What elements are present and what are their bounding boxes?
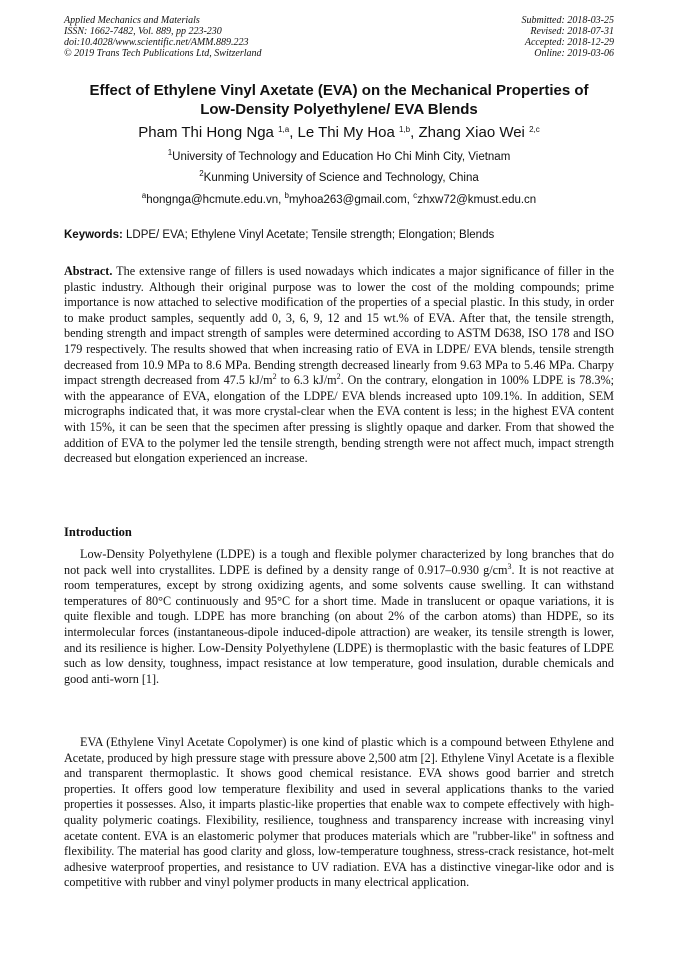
author-superscript: 1,a [278, 125, 290, 134]
keywords-line [64, 228, 624, 242]
author-superscript: 1,b [398, 125, 411, 134]
affiliation-1 [40, 150, 638, 164]
email-superscript: c [413, 191, 418, 200]
affiliation-superscript: 2 [199, 169, 204, 178]
introduction-heading: Introduction [64, 525, 132, 539]
paragraph-text: Low-Density Polyethylene (LDPE) is a tough and flexible polymer characterized by long branches that do not pack well into crystallites. LDPE is defined by a density range of 0.917–0.930 g/cm [64, 547, 614, 577]
author-name: Le Thi My Hoa [297, 124, 395, 141]
abstract [64, 264, 614, 467]
title-line-1: Effect of Ethylene Vinyl Axetate (EVA) on the Mechanical Properties of [89, 82, 589, 99]
dates-info [522, 15, 615, 59]
accepted-date: Accepted: 2018-12-29 [524, 37, 614, 48]
abstract-text: The extensive range of fillers is used nowadays which indicates a major significance of filler in the plastic industry. Although their original purpose was to lower the cost of the molding compounds; prime importance is now attached to selective modification of the properties of a special plastic. In this study, in order to make product samples, sequently add 0, 3, 6, 9, 12 and 15 wt.% of EVA. After that, the tensile strength, bending strength and impact strength of samples were determined according to ASTM D638, ISO 178 and ISO 179 respectively. The results showed that when increasing ratio of EVA in LDPE/ EVA blends, tensile strength decreased from 10.9 MPa to 8.6 MPa. Bending strength decreased linearly from 9.63 MPa to 5.46 MPa. Charpy impact strength decreased from 47.5 kJ/m [64, 264, 614, 388]
author-list: Pham Thi Hong Nga $^{1,a}$, Le Thi My Hoa $^{1,b}$, Zhang Xiao Wei $^{2,c}$ [138, 124, 540, 141]
keywords-label: Keywords: [64, 229, 123, 241]
submitted-date: Submitted: 2018-03-25 [521, 15, 614, 26]
email-address[interactable]: zhxw72@kmust.edu.cn [417, 194, 537, 206]
email-address[interactable]: myhoa263@gmail.com, [288, 194, 414, 206]
paragraph-superscript: 3 [507, 561, 512, 571]
email-superscript: b [284, 191, 289, 200]
paper-title [40, 81, 638, 119]
affiliation-text: Kunming University of Science and Technology, China [203, 172, 479, 184]
author-superscript: 2,c [529, 125, 540, 134]
doi-line[interactable]: doi:10.4028/www.scientific.net/AMM.889.223 [64, 37, 249, 48]
abstract-text: . On the contrary, elongation in 100% LDPE is 78.3%; with the appearance of EVA, elongation of the LDPE/ EVA blends increased upto 109.1%. In addition, SEM micrographs indicated that, it was more crystal-clear when the EVA content is less; in the highest EVA content with 15%, it can be seen that the specimen after pressing is slightly opaque and darker. From that showed the addition of EVA to the polymer led the tensile strength, bending strength were not affect much, impact strength decreased but elongation experienced an increase. [64, 373, 614, 466]
paragraph-text: . It is not reactive at room temperatures, except by strong oxidizing agents, and some solvents cause swelling. It can withstand temperatures of 80°C continuously and 95°C for a short time. Made in translucent or opaque variations, it is quite flexible and tough. LDPE has more branching (on about 2% of the carbon atoms) than HDPE, so its intermolecular forces (instantaneous-dipole induced-dipole attraction) are weaker, its tensile strength is lower, and its resilience is higher. Low-Density Polyethylene (LDPE) is thermoplastic with the basic features of LDPE such as low density, toughness, impact resistance at low temperature, good insulation, durable chemicals and good anti-worn [1]. [64, 562, 614, 686]
affiliation-superscript: 1 [167, 148, 173, 157]
journal-name: Applied Mechanics and Materials [64, 15, 200, 26]
introduction-paragraph-2: EVA (Ethylene Vinyl Acetate Copolymer) is one kind of plastic which is a compound between Ethylene and Acetate, produced by high pressure stage with pressure above 2,500 atm [2]. Ethylene Vinyl Acetate is a flexible and transparent thermoplastic. It shows good chemical resistance. EVA shows good barrier and stretch properties. It offers good low temperature flexibility and used in several applications thanks to the varied properties it possesses. Also, it imparts plastic-like properties that enable wax to compete effectively with high-quality polymeric coatings. Flexibility, resilience, toughness and transparency increase with increasing vinyl acetate content. EVA is an elastomeric polymer that produces materials which are "rubber-like" in softness and flexibility. The material has good clarity and gloss, low-temperature toughness, stress-crack resistance, hot-melt adhesive waterproof properties, and resistance to UV radiation. EVA has a distinctive vinegar-like odor and is competitive with rubber and vinyl polymer products in many electrical application. [64, 735, 614, 890]
email-address[interactable]: hongnga@hcmute.edu.vn, [146, 194, 285, 206]
title-line-2: Low-Density Polyethylene/ EVA Blends [200, 101, 478, 118]
publication-info [64, 15, 262, 59]
abstract-superscript: 2 [272, 372, 277, 382]
author-name: Zhang Xiao Wei [418, 124, 525, 141]
email-list [40, 193, 638, 207]
issn-line: ISSN: 1662-7482, Vol. 889, pp 223-230 [64, 26, 222, 37]
copyright-line: © 2019 Trans Tech Publications Ltd, Switzerland [64, 48, 262, 59]
revised-date: Revised: 2018-07-31 [530, 26, 614, 37]
author-name: Pham Thi Hong Nga [138, 124, 274, 141]
abstract-label: Abstract. [64, 264, 113, 278]
abstract-superscript: 2 [336, 372, 341, 382]
online-date: Online: 2019-03-06 [534, 48, 614, 59]
affiliation-2 [40, 171, 638, 185]
affiliation-text: University of Technology and Education Ho Chi Minh City, Vietnam [172, 151, 511, 163]
introduction-paragraph-1 [64, 547, 614, 687]
keywords-text: LDPE/ EVA; Ethylene Vinyl Acetate; Tensile strength; Elongation; Blends [122, 229, 495, 241]
email-superscript: a [141, 191, 147, 200]
abstract-text: to 6.3 kJ/m [276, 373, 337, 388]
